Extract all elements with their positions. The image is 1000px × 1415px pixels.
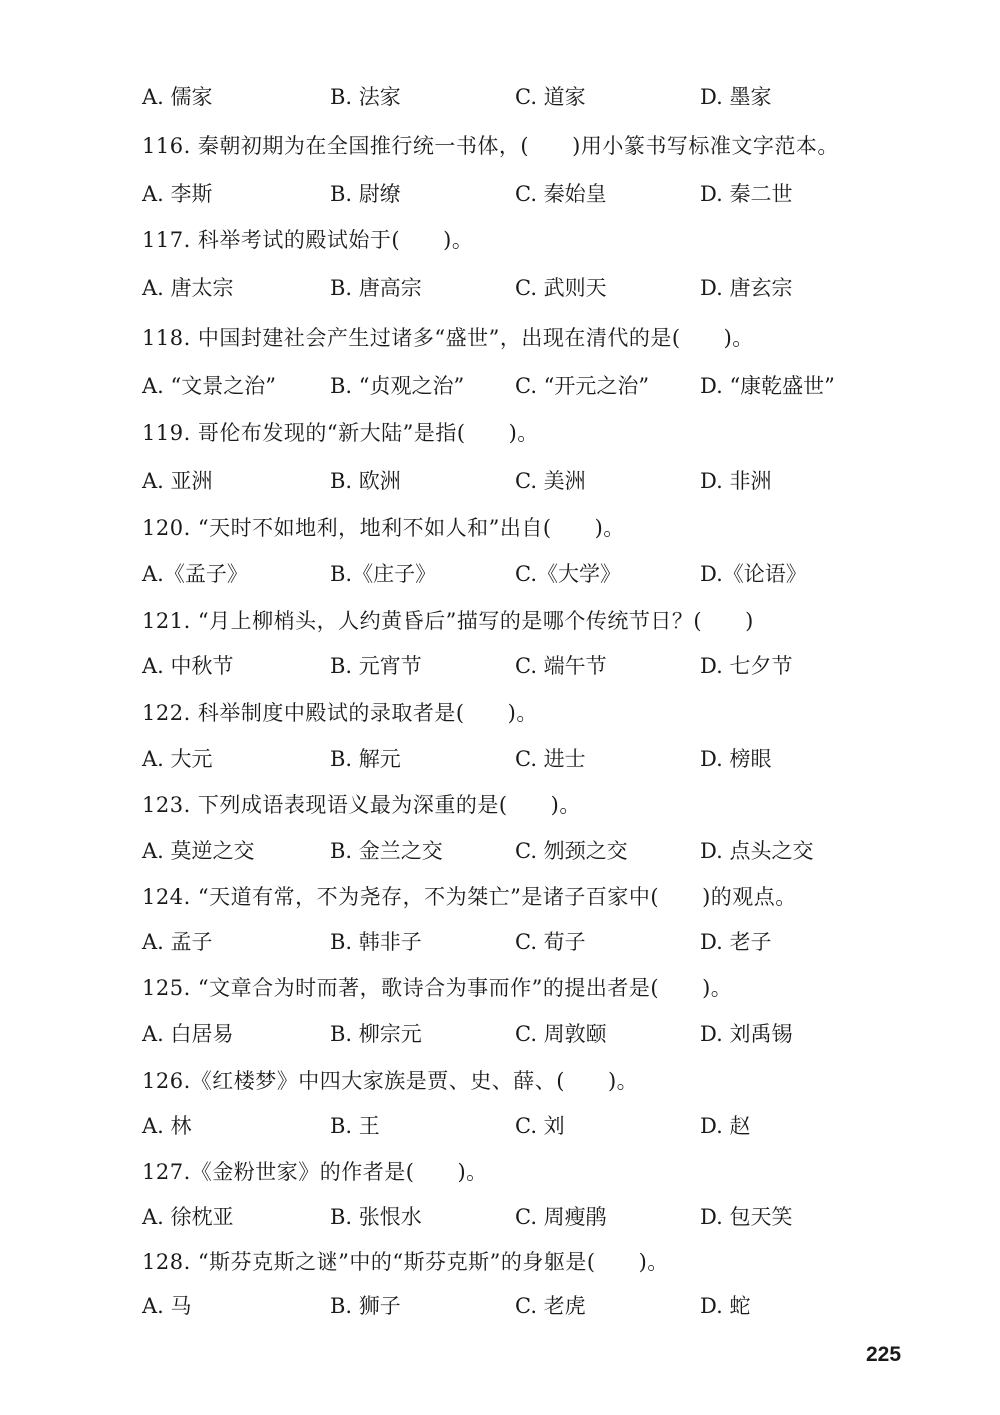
options-row-115 xyxy=(142,77,942,117)
option-a: A. 林 xyxy=(142,1114,192,1138)
option-a: A. 莫逆之交 xyxy=(142,839,255,863)
option-b: B. 唐高宗 xyxy=(330,276,422,300)
option-c: C. 荀子 xyxy=(515,930,586,954)
option-d: D. 非洲 xyxy=(700,469,772,493)
option-d: D. 刘禹锡 xyxy=(700,1022,793,1046)
option-a: A. 亚洲 xyxy=(142,469,213,493)
options-row-116 xyxy=(142,174,942,214)
options-row-117 xyxy=(142,268,942,308)
option-a: A. 儒家 xyxy=(142,85,213,109)
option-d: D. 老子 xyxy=(700,930,772,954)
option-b: B. 张恨水 xyxy=(330,1205,422,1229)
page-number: 225 xyxy=(866,1343,902,1366)
options-row-127 xyxy=(142,1197,942,1237)
option-c: C. 刘 xyxy=(515,1114,565,1138)
option-b: B. 狮子 xyxy=(330,1294,401,1318)
option-b: B. 金兰之交 xyxy=(330,839,443,863)
option-b: B.《庄子》 xyxy=(330,562,437,586)
question-121: 121. “月上柳梢头，人约黄昏后”描写的是哪个传统节日？( ) xyxy=(142,609,754,633)
option-c: C. 周敦颐 xyxy=(515,1022,607,1046)
option-d: D. 唐玄宗 xyxy=(700,276,793,300)
option-c: C.《大学》 xyxy=(515,562,621,586)
option-d: D. 包天笑 xyxy=(700,1205,793,1229)
question-126: 126.《红楼梦》中四大家族是贾、史、薛、( )。 xyxy=(142,1069,639,1093)
option-c: C. 刎颈之交 xyxy=(515,839,628,863)
options-row-119 xyxy=(142,461,942,501)
option-d: D. “康乾盛世” xyxy=(700,374,835,398)
option-a: A. “文景之治” xyxy=(142,374,276,398)
option-a: A. 白居易 xyxy=(142,1022,234,1046)
option-b: B. 元宵节 xyxy=(330,654,422,678)
question-119: 119. 哥伦布发现的“新大陆”是指( )。 xyxy=(142,421,539,445)
option-b: B. 解元 xyxy=(330,747,401,771)
option-b: B. 欧洲 xyxy=(330,469,401,493)
question-120: 120. “天时不如地利，地利不如人和”出自( )。 xyxy=(142,516,625,540)
option-d: D. 蛇 xyxy=(700,1294,751,1318)
options-row-128 xyxy=(142,1286,942,1326)
options-row-122 xyxy=(142,739,942,779)
question-117: 117. 科举考试的殿试始于( )。 xyxy=(142,228,474,252)
option-c: C. 进士 xyxy=(515,747,586,771)
options-row-118 xyxy=(142,366,942,406)
options-row-123 xyxy=(142,831,942,871)
options-row-120 xyxy=(142,554,942,594)
option-a: A. 徐枕亚 xyxy=(142,1205,234,1229)
options-row-125 xyxy=(142,1014,942,1054)
option-a: A. 大元 xyxy=(142,747,213,771)
option-c: C. 周瘦鹃 xyxy=(515,1205,607,1229)
option-a: A. 孟子 xyxy=(142,930,213,954)
option-d: D. 墨家 xyxy=(700,85,772,109)
options-row-126 xyxy=(142,1106,942,1146)
question-123: 123. 下列成语表现语义最为深重的是( )。 xyxy=(142,793,581,817)
option-d: D. 榜眼 xyxy=(700,747,772,771)
question-122: 122. 科举制度中殿试的录取者是( )。 xyxy=(142,701,538,725)
option-a: A. 唐太宗 xyxy=(142,276,234,300)
option-c: C. 秦始皇 xyxy=(515,182,607,206)
question-128: 128. “斯芬克斯之谜”中的“斯芬克斯”的身躯是( )。 xyxy=(142,1250,669,1274)
question-116: 116. 秦朝初期为在全国推行统一书体，( )用小篆书写标准文字范本。 xyxy=(142,134,839,158)
option-b: B. 韩非子 xyxy=(330,930,422,954)
option-c: C. “开元之治” xyxy=(515,374,650,398)
options-row-124 xyxy=(142,922,942,962)
option-b: B. 法家 xyxy=(330,85,401,109)
question-125: 125. “文章合为时而著，歌诗合为事而作”的提出者是( )。 xyxy=(142,976,733,1000)
option-a: A. 马 xyxy=(142,1294,192,1318)
option-a: A. 中秋节 xyxy=(142,654,234,678)
options-row-121 xyxy=(142,646,942,686)
option-d: D.《论语》 xyxy=(700,562,807,586)
question-118: 118. 中国封建社会产生过诸多“盛世”，出现在清代的是( )。 xyxy=(142,326,754,350)
option-b: B. “贞观之治” xyxy=(330,374,465,398)
question-127: 127.《金粉世家》的作者是( )。 xyxy=(142,1160,488,1184)
option-b: B. 王 xyxy=(330,1114,380,1138)
option-c: C. 端午节 xyxy=(515,654,607,678)
option-d: D. 秦二世 xyxy=(700,182,793,206)
option-c: C. 道家 xyxy=(515,85,586,109)
option-d: D. 七夕节 xyxy=(700,654,793,678)
option-b: B. 尉缭 xyxy=(330,182,401,206)
option-a: A.《孟子》 xyxy=(142,562,248,586)
option-d: D. 点头之交 xyxy=(700,839,814,863)
question-124: 124. “天道有常，不为尧存，不为桀亡”是诸子百家中( )的观点。 xyxy=(142,885,797,909)
option-c: C. 武则天 xyxy=(515,276,607,300)
option-b: B. 柳宗元 xyxy=(330,1022,422,1046)
option-d: D. 赵 xyxy=(700,1114,751,1138)
option-c: C. 美洲 xyxy=(515,469,586,493)
option-c: C. 老虎 xyxy=(515,1294,586,1318)
option-a: A. 李斯 xyxy=(142,182,213,206)
